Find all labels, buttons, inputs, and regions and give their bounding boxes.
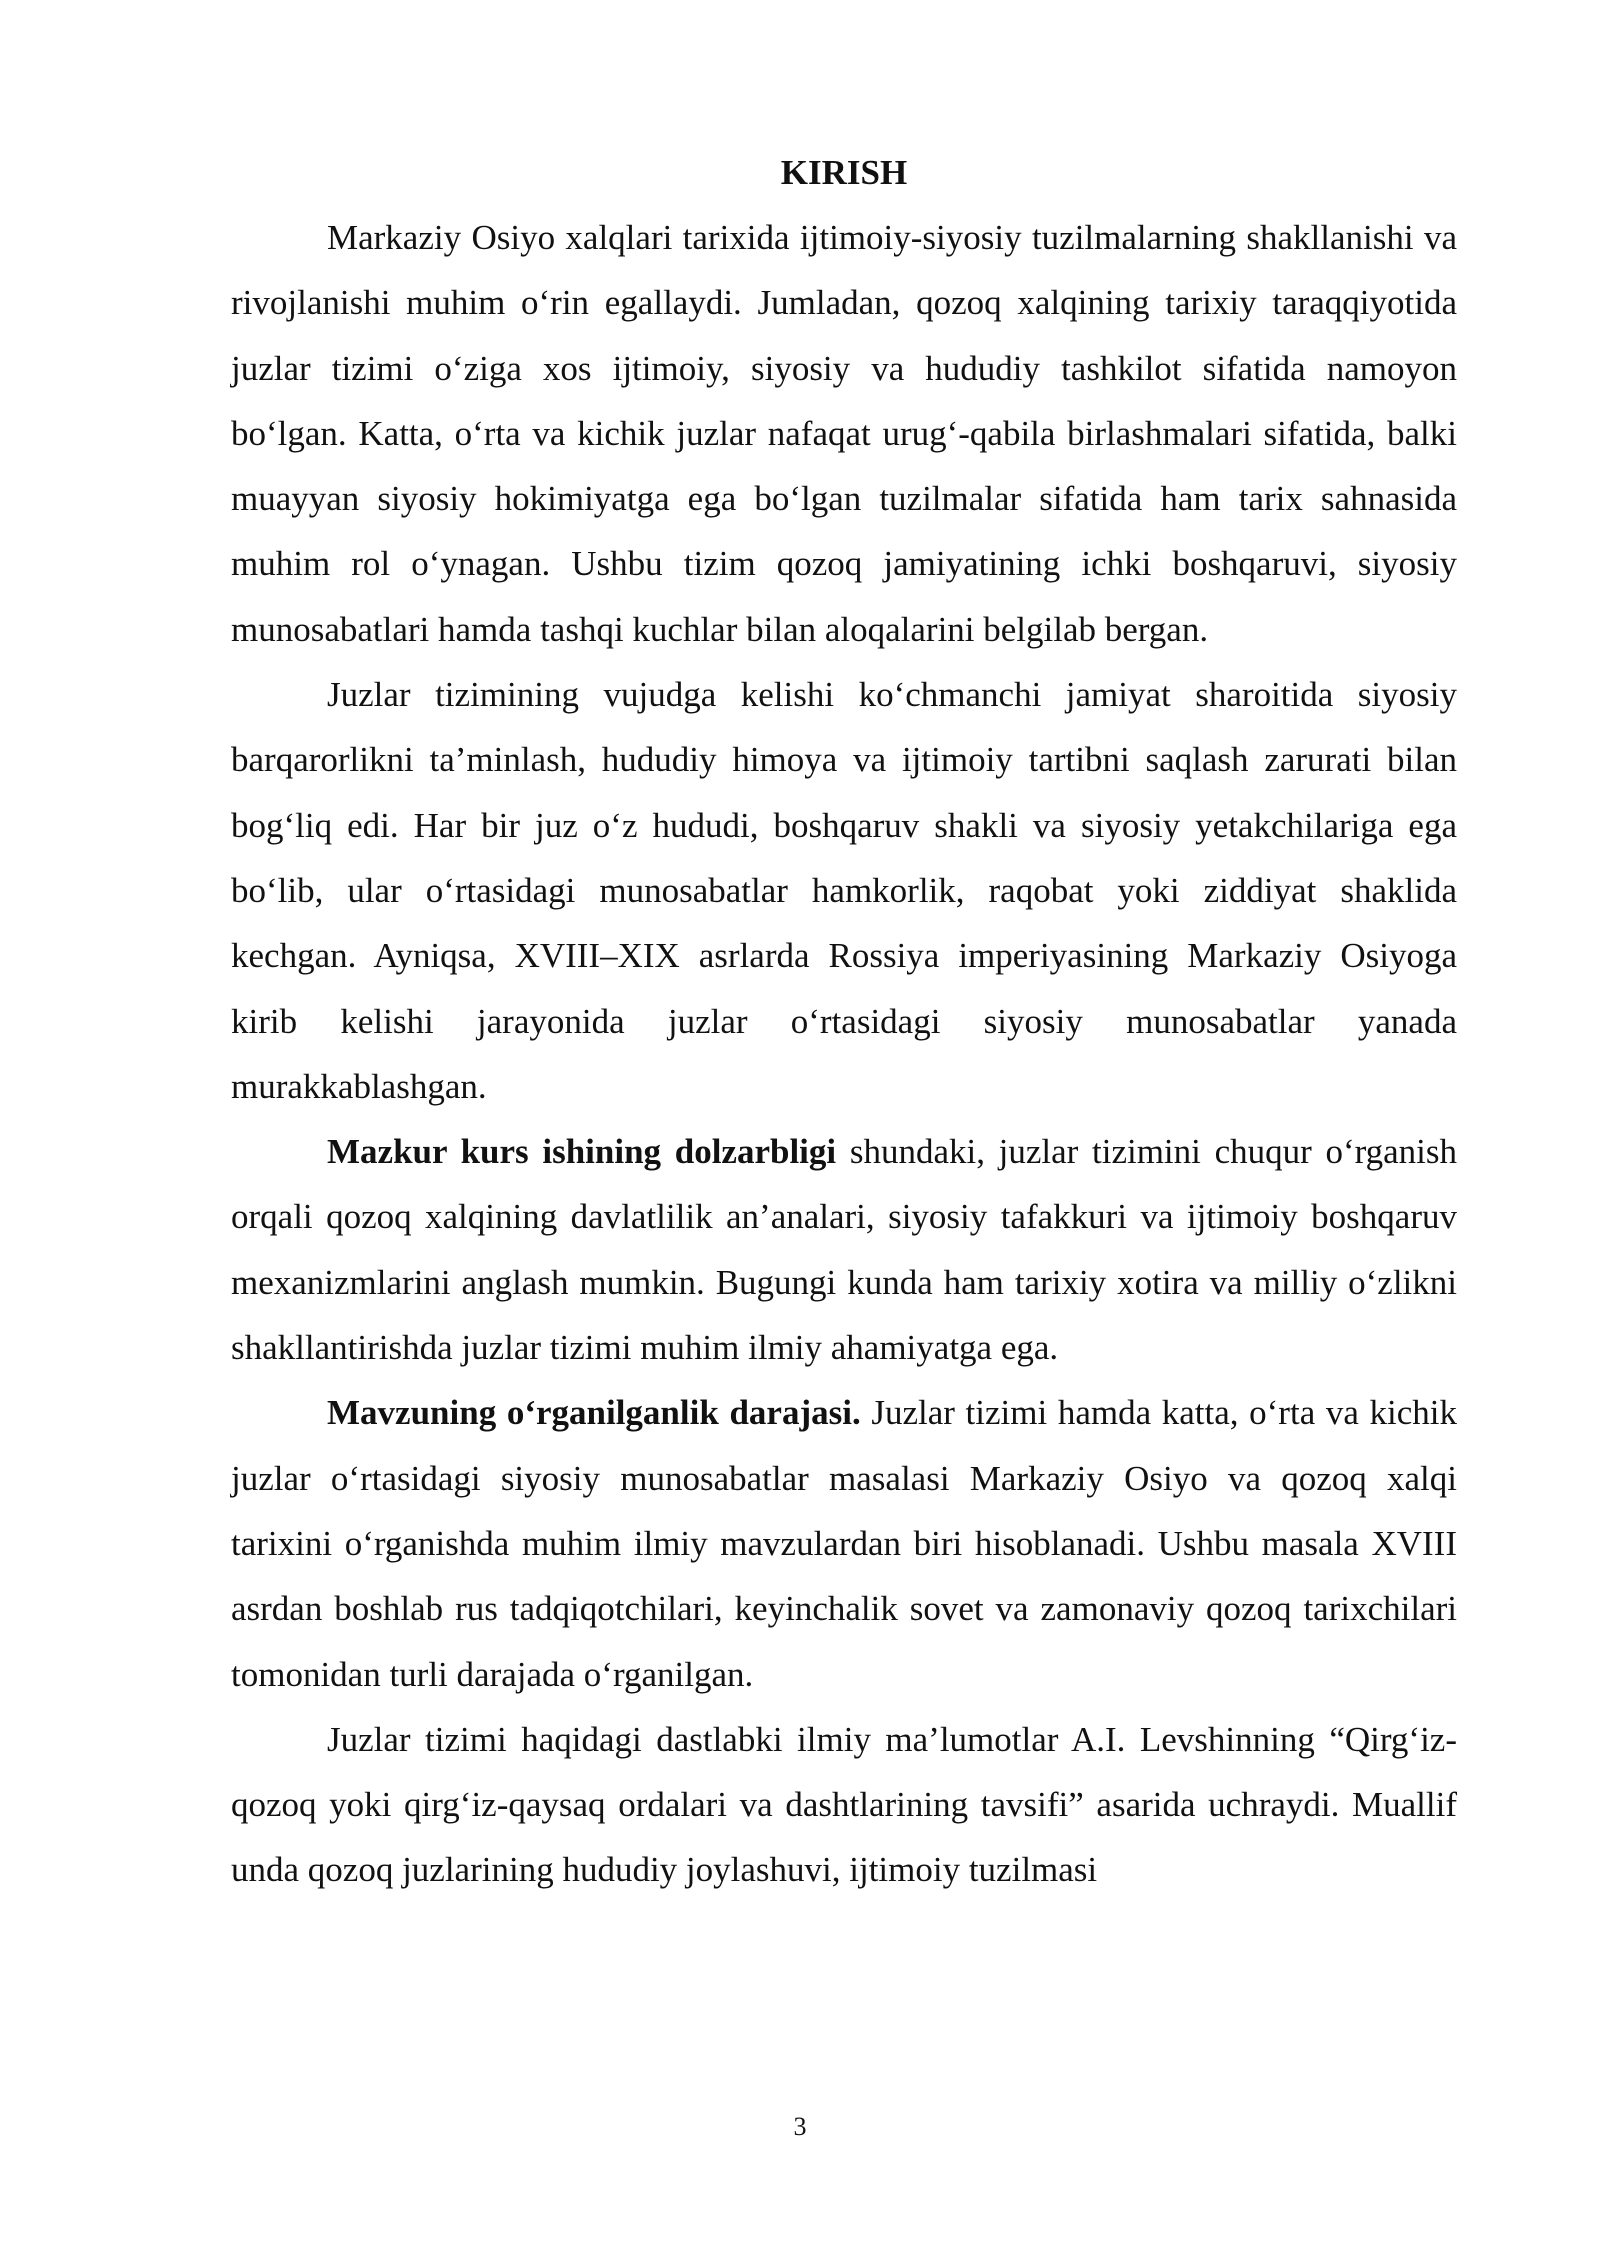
section-title: KIRISH [780, 153, 908, 192]
paragraph-5-text: Juzlar tizimi haqidagi dastlabki ilmiy ma’lumotlar A.I. Levshinning “Qirg‘iz-qozoq yoki qirg‘iz-qaysaq ordalari va dashtlarining tavsifi” asarida uchraydi. Muallif unda qozoq juzlarining hududiy joylashuvi, ijtimoiy tuzilmasi [231, 1719, 1457, 1890]
paragraph-1 [231, 205, 1457, 662]
paragraph-3-lead: Mazkur kurs ishining dolzarbligi [327, 1132, 837, 1172]
paragraph-2 [231, 662, 1457, 1119]
paragraph-5 [231, 1707, 1457, 1903]
page-number: 3 [793, 2112, 807, 2141]
paragraph-2-text: Juzlar tizimining vujudga kelishi ko‘chmanchi jamiyat sharoitida siyosiy barqarorlikni ta’minlash, hududiy himoya va ijtimoiy tartibni saqlash zarurati bilan bog‘liq edi. Har bir juz o‘z hududi, boshqaruv shakli va siyosiy yetakchilariga ega bo‘lib, ular o‘rtasidagi munosabatlar hamkorlik, raqobat yoki ziddiyat shaklida kechgan. Ayniqsa, XVIII–XIX asrlarda Rossiya imperiyasining Markaziy Osiyoga kirib kelishi jarayonida juzlar o‘rtasidagi siyosiy munosabatlar yanada murakkablashgan. [231, 675, 1457, 1106]
paragraph-4 [231, 1380, 1457, 1706]
paragraph-3 [231, 1119, 1457, 1380]
paragraph-4-lead: Mavzuning o‘rganilganlik darajasi. [327, 1393, 861, 1433]
paragraph-1-text: Markaziy Osiyo xalqlari tarixida ijtimoiy-siyosiy tuzilmalarning shakllanishi va rivojlanishi muhim o‘rin egallaydi. Jumladan, qozoq xalqining tarixiy taraqqiyotida juzlar tizimi o‘ziga xos ijtimoiy, siyosiy va hududiy tashkilot sifatida namoyon bo‘lgan. Katta, o‘rta va kichik juzlar nafaqat urug‘-qabila birlashmalari sifatida, balki muayyan siyosiy hokimiyatga ega bo‘lgan tuzilmalar sifatida ham tarix sahnasida muhim rol o‘ynagan. Ushbu tizim qozoq jamiyatining ichki boshqaruvi, siyosiy munosabatlari hamda tashqi kuchlar bilan aloqalarini belgilab bergan. [231, 218, 1457, 649]
paragraph-3-text: shundaki, juzlar tizimini chuqur o‘rganish orqali qozoq xalqining davlatlilik an’analari, siyosiy tafakkuri va ijtimoiy boshqaruv mexanizmlarini anglash mumkin. Bugungi kunda ham tarixiy xotira va milliy o‘zlikni shakllantirishda juzlar tizimi muhim ilmiy ahamiyatga ega. [231, 1132, 1457, 1368]
paragraph-4-text: Juzlar tizimi hamda katta, o‘rta va kichik juzlar o‘rtasidagi siyosiy munosabatlar masalasi Markaziy Osiyo va qozoq xalqi tarixini o‘rganishda muhim ilmiy mavzulardan biri hisoblanadi. Ushbu masala XVIII asrdan boshlab rus tadqiqotchilari, keyinchalik sovet va zamonaviy qozoq tarixchilari tomonidan turli darajada o‘rganilgan. [231, 1393, 1458, 1694]
page-content [231, 140, 1457, 1903]
